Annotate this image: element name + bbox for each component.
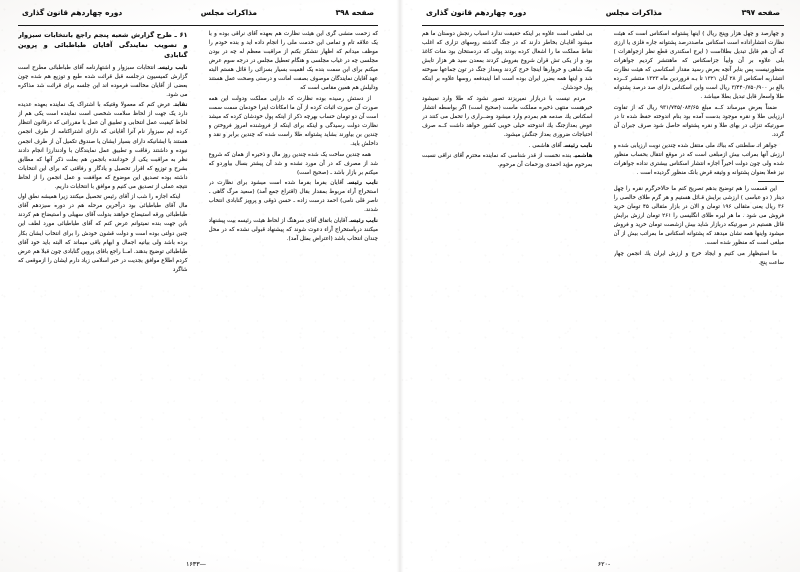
speech-text: ـ آقایان بفرما بفرما شده است میشود برای نظارت در استخراج آراء مربوط بمقدار بقال (اقتراع جمع آمد) (سعید مرگ گاهی ـ ناصر قلی نامی) احمد درست زاده ـ حسن ذوقی و پرویز گنابادی انتخاب شدند.	[208, 180, 378, 214]
speech-text: ـ آقای هاشمی .	[528, 142, 566, 149]
edition-label-left: دوره چهاردهم قانون گذاری	[22, 8, 123, 17]
page-number-left: صفحه ۳۹۸	[335, 8, 374, 17]
speech-paragraph	[18, 64, 188, 100]
section-heading: ۶۱ ـ طرح گزارش شعبه پنجم راجع بانتخابات سبزوار و تصویب نمایندگی آقایان طباطبائی و پروین گنابادی	[18, 31, 188, 60]
speech-paragraph	[422, 142, 593, 151]
journal-title-right: مذاکرات مجلس	[605, 8, 662, 17]
page-number-right: صفحه ۳۹۷	[741, 8, 780, 17]
paragraph: که زحمت منشی گری این هیئت نظارت هم بعهده آقای نراقی بوده و با یک علاقه تام و تمامی این خدمت ملی را انجام داده اید و بنده خودم را موظف میدانم که اظهار نتشکر بکنم از مراقبت معظم له چه در بودن مجلسی چه در غیاب مجلسی و هنگام تعطیل مجلس در درجه سوم عرض میکنم برای این سمت بنده یک اهمیت بسیار بسزائی را قائل هستم البته عهد آقایان نمایندگان موصوف بصفت امانت و درستی وصحت عمل هستند ودلیلش هم همین مقامی است که	[208, 31, 378, 92]
paragraph: اینکه اجازه را شب از آقای رئیس تحصیل میکنند زیرا همیشه نطق اول مال آقای طباطبائی بود درآخرین مرحله هم در دوره سیزدهم آقای طباطبائی ورقه استیضاح خواهند بدولت آقای سهیلی و استیضاح هم کردند باین جهت بنده نمیتوانم عرض کنم که آقای طباطبائی مورد لطف این چنین دولتی بوده است و دولت قشون خودش را برای انتخاب ایشان بکار برده باشد ولی بیانیه اجمال و ابهام باقی میماند که البته باید خود آقای طباطبائی توضیح بدهند. امــا راجع باقای پروین گنابادی چون قبلا هم عرض کردم اطلاع موافق بجدیت در خبر اسلامی زیاد دارم ایشان را ازموقعی که شاگرد	[18, 194, 188, 273]
page-left	[0, 0, 392, 572]
paragraph: این قسمت را هم توضیح بدهم تصریح کنم ما حالاحرگرم نقره را چهل دینار ( دو عباسی ) ارزشی برایش قـائل هستیم و هر گرم طلای خالصی را ۳۶ ریال یعنی مثقالی ۱۹۶ تومان و الان در بازار مثقالی ۴۵ تومان خرید فروش می شود . ما هر لیره طلای انگلیسی را ۲۶۱ تومان ارزش برایش قائل هستیم در صورتیکه دربازار شاید بیش ازشصت تومان خرید و فروش میشود واینها همه نشان میدهد که پشتوانه اسکناس ما بمراتب بیش از آن مبلغی است که منظور شده است.	[613, 185, 784, 247]
paragraph: مردم نیست با دربازار نمیریزند تصور نشود که طلا وارد نمیشود خیرهست منتهی ذخیره مملکت ماست (صحیح است) اگر بواسطه انتشار اسکناس یك صدمه هم بمردم وارد میشود وضــراری را تحمل می کنند در عوض بعدازجنگ یك اندوخته خیلی خوبی کشور خواهد داشت کــه صرف احتیاجات ضروری بعداز جنگش میشود.	[422, 95, 593, 139]
speech-paragraph	[18, 101, 188, 191]
column-right-inner	[422, 30, 593, 538]
edition-label-right: دوره چهاردهم قانون گذاری	[426, 8, 527, 17]
paragraph: و چهارصد و چهل هزار وپنج ریال ) اینها پشتوانه اسکناس است که هیئت نظارت انتشاراداده است اسکناس ماصددرصد پشتوانه جاره فلزی یا ارزی که آن هم قابل تبدیل بطلااست ( ایرج اسکندری قطع نظر ازجواهرات ) بلی علاوه بر آن وایبأ جزاسکناس که ماهنتشر کردیم جواهرات متظورنیست پس بنابر آنچه بعرض رسید مقدار اسکناسی که هیئت نظارت انتشاربه اسکناس از ۲۸ آبان ۱۳۲۱ تا بـه فروردین ماه ۱۳۲۳ منتشر کــرده بالغ بر ۳/۴۴۰/۷۵۰/۹۰۰ ریال است واین اسکناس دارای صد درصد پشتوانه طلا واسعار قابل تبدیل بطلا میباشد .	[613, 31, 784, 101]
running-head-left	[18, 8, 378, 25]
column-divider	[603, 30, 604, 538]
paragraph: ما استیظهار می کنیم و ایجاد خرج و ارزش ایران یك انجمن چهار ساعت پنج.	[613, 250, 784, 266]
speaker-name: نایب رئیس	[565, 142, 593, 149]
speech-text: ـ عرض کنم که معمولا وقتیکه با اشتراک یک نماینده بعهده عدیده دارد یک جهت از لحاظ سلامت شخصی است نماینده است یکی هم از لحاظ کیفیت عمل انتخابی و تطبیق آن عمل با مقرراتی که درقانون انتظار کرده ایم سبزوار نام آنرا آقایانی که دارای اشتراکنامه از طرف انجمن هستند با ایشانیکه دارای بسیار ایشان یا صندوق تکمیل آن از طرف انجمن نبوده و داشتند رفاقت و تطبیق عمل نمایندگان با وادندارزا انجام دادند نظر به مراقبت یکی از خوداننده بانجمن هم بعلت ذکر آنها که مطابق بشرح و توزیع که اقرار تحصیل و یادگار و رفاقتی که برای این انتخابات داشته بوده تصدیق این موضوع که موافقت و عمل انجمن را از لحاظ نتیجه عملی از تصدیق می کنیم و موافق با انتخابات داریم.	[18, 102, 188, 190]
columns-left	[18, 30, 378, 538]
column-left-outer	[18, 30, 188, 538]
speech-paragraph	[422, 152, 593, 170]
column-divider	[198, 30, 199, 538]
speaker-name: نقابت	[174, 102, 188, 109]
column-right-outer	[614, 30, 785, 538]
columns-right	[422, 30, 784, 538]
journal-title-left: مذاکرات مجلس	[200, 8, 257, 17]
header-rule-right	[422, 25, 784, 26]
speech-text: ـ انتخابات سبزوار و اشتهارنامه آقای طباطبائی مطرح است گزارش کمیسیون درجلسه قبل قرائت شده طبع و توزیع هم شده چون بعضی از آقایان مخالفت فرموده اند این جلسه برای قرائت شد مذاکره می شود.	[18, 64, 188, 98]
speech-paragraph	[209, 217, 379, 244]
paragraph: همه چندین ساخت یک شده چندین روز مال و ذخیره از همان که شروع شد از مصرف که در آن مورد نشده و شد آن پیشتر بسال بیاوردو که میکنم بر بازار باشد ـ (صحیح است)	[208, 151, 378, 176]
footer-left: —۱۶۳۳	[185, 560, 207, 568]
speech-text: ـ آقایان باتفاق آقای سرهنگ از لحاظ هیئت رئیسه بیت پیشنهاد میکنند درباستخراج آراء دعوت شوند که پیشنهاد قبولی نشده که در محل چندان انتخاب باشد (اعتراض بمثل آمد).	[208, 217, 378, 243]
speech-text: ـ بنده نخست از قدر شناسی که نماینده محترم آقای نراقی نسبت بمرحوم مؤید احمدی وزحمات آن مرحوم.	[422, 153, 593, 169]
page-right	[408, 0, 800, 572]
speaker-name: نایب رئیس	[350, 217, 378, 224]
running-head-right	[422, 8, 784, 25]
paragraph: از دستش رسیده بوده نظارت که دارایی مملکت ودولت این همه صورت آن صورت اثبات کرده از آن ما امکانات اینرا خودمان سمت سمت است آن دو تومان حساب بهرچه ذکر از اینکه پول خودشان کرده که میشد نظارت دولت رسیدگی و اینکه برای اینکه از فروشنده امروز فروختن و چندین بن بیاورند بشاید پشتوانه طلا راست شده که چندین برابر و نقد و داخلش باید.	[208, 95, 378, 148]
header-rule-left	[18, 25, 378, 26]
speech-paragraph	[209, 179, 379, 215]
page-gutter	[392, 0, 408, 572]
speaker-name: نایب رئیس	[159, 64, 188, 71]
footer-right: -۶۲۰	[597, 560, 611, 568]
speaker-name: نایب رئیس	[348, 180, 378, 187]
paragraph: ضمناً بعرض میرساند کــه مبلغ ۹۳۱/۷۴۵/۰۸۴/۶۵ ریال که از تفاوت ارزیابی طلا و نقره موجود بدست آمده بود بنام اندوخته حفظ شده تا در صورتیکه تنزلی در بهای طلا و نقره پشتوانه حاصل شود صرف جبران آن گردد.	[613, 104, 784, 139]
column-left-inner	[209, 30, 379, 538]
speaker-name: هاشمی	[574, 153, 593, 160]
paragraph: بی لطفی است علاوه بر اینکه حقیقت ندارد اسباب رنجش دوستان ما هم میشود آقایـان بخاطر دارند که در جنگ گذشته روسهای تزاری که اغلب نقاط مملکت ما را اشغال کرده بودند پولی که دردستخان بود منات کاغذ بود و از یکی تش قران شروع بفروش کردند بمعدن سید هر هزار تابش بیک شاهی و خروارها اینجا خرج کردند وبعداز جنگ در تون جماعها سوخته شد و اینها همه بضرر ایران بوده است اما اینبدفعه روسها علاوه بر اینکه پول خودشان.	[422, 31, 593, 92]
section-rule	[758, 181, 784, 182]
paragraph: جواهر اتـ سلطنتی که بباك ملی منتقل شده چندین نوبت ارزیابی شده و ارزش آنها بمراتب بیش ازمبلغی است که در موقع انتقال بحساب منظور شده ولی چون دولت اخیراً اجازه انتشار اسکناس بیشتری نداده جواهرات نیز فعلا بعنوان پشتوانه و وثیقه قرض بانک منظور گردیده است .	[613, 142, 784, 176]
